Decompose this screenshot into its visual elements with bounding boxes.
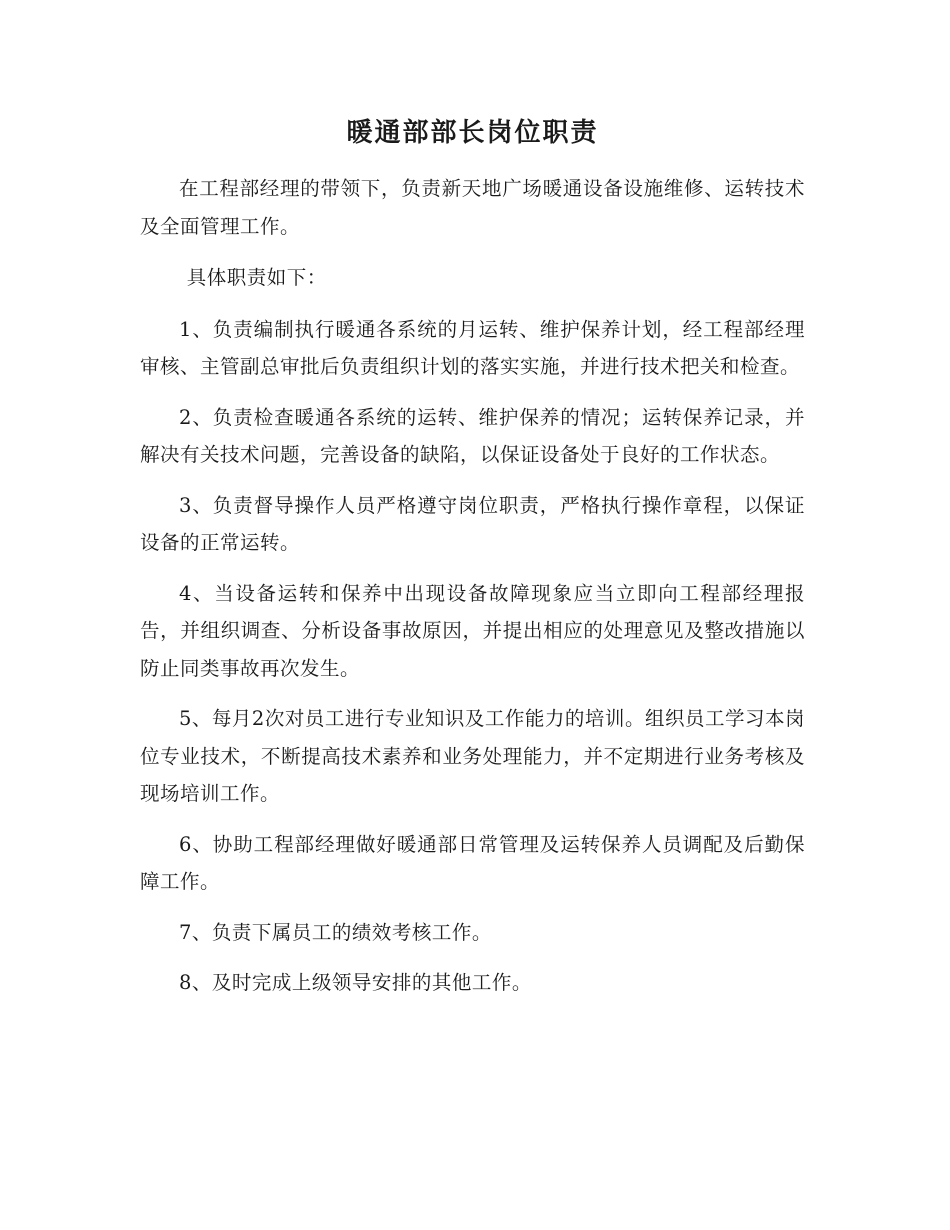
duty-item-7: 7、负责下属员工的绩效考核工作。 <box>179 920 492 944</box>
duty-item-1: 1、负责编制执行暖通各系统的月运转、维护保养计划，经工程部经理审核、主管副总审批后负责组织计划的落实实施，并进行技术把关和检查。 <box>140 317 805 378</box>
document-page <box>140 110 805 1015</box>
duty-item-3: 3、负责督导操作人员严格遵守岗位职责，严格执行操作章程，以保证设备的正常运转。 <box>140 493 805 554</box>
duty-item-5: 5、每月2次对员工进行专业知识及工作能力的培训。组织员工学习本岗位专业技术，不断提高技术素养和业务处理能力，并不定期进行业务考核及现场培训工作。 <box>140 707 805 805</box>
duties-subheading: 具体职责如下： <box>186 266 327 289</box>
duty-item-6: 6、协助工程部经理做好暖通部日常管理及运转保养人员调配及后勤保障工作。 <box>140 832 805 893</box>
duty-item-8: 8、及时完成上级领导安排的其他工作。 <box>179 971 532 994</box>
intro-paragraph: 在工程部经理的带领下，负责新天地广场暖通设备设施维修、运转技术及全面管理工作。 <box>140 177 805 238</box>
duty-item-2: 2、负责检查暖通各系统的运转、维护保养的情况；运转保养记录，并解决有关技术问题，完善设备的缺陷，以保证设备处于良好的工作状态。 <box>140 405 805 466</box>
document-title: 暖通部部长岗位职责 <box>346 118 599 148</box>
duty-item-4: 4、当设备运转和保养中出现设备故障现象应当立即向工程部经理报告，并组织调查、分析设备事故原因，并提出相应的处理意见及整改措施以防止同类事故再次发生。 <box>140 581 805 680</box>
